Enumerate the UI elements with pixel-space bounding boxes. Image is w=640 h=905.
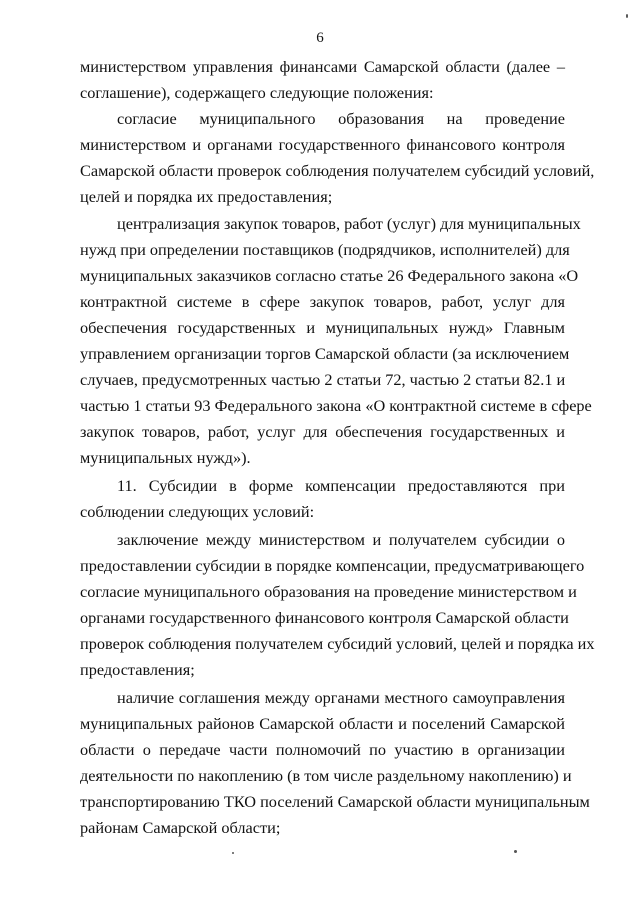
- text-line: обеспечения государственных и муниципальных нужд» Главным: [80, 318, 565, 337]
- text-line: проверок соблюдения получателем субсидий условий, целей и порядка их: [80, 634, 595, 653]
- text-line: органами государственного финансового контроля Самарской области: [80, 608, 569, 627]
- text-line: соблюдении следующих условий:: [80, 502, 315, 521]
- text-line: случаев, предусмотренных частью 2 статьи 72, частью 2 статьи 82.1 и: [80, 370, 566, 389]
- text-line: заключение между министерством и получателем субсидии о: [117, 530, 565, 549]
- text-line: наличие соглашения между органами местного самоуправления: [117, 688, 565, 707]
- text-line: закупок товаров, работ, услуг для обеспечения государственных и: [80, 422, 565, 441]
- scan-speck: [232, 852, 234, 854]
- text-line: муниципальных заказчиков согласно статье 26 Федерального закона «О: [80, 266, 579, 285]
- scan-speck: [514, 850, 517, 853]
- text-line: министерством и органами государственного финансового контроля: [80, 135, 565, 154]
- text-line: централизация закупок товаров, работ (услуг) для муниципальных: [117, 214, 581, 233]
- text-line: 11. Субсидии в форме компенсации предоставляются при: [117, 476, 565, 495]
- text-line: области о передаче части полномочий по участию в организации: [80, 740, 565, 759]
- text-line: предоставлении субсидии в порядке компенсации, предусматривающего: [80, 556, 585, 575]
- scan-speck: [626, 14, 628, 18]
- text-line: целей и порядка их предоставления;: [80, 187, 333, 206]
- text-line: управлением организации торгов Самарской области (за исключением: [80, 344, 570, 363]
- text-line: согласие муниципального образования на проведение министерством и: [80, 582, 577, 601]
- text-line: районам Самарской области;: [80, 818, 281, 837]
- text-line: нужд при определении поставщиков (подрядчиков, исполнителей) для: [80, 240, 570, 259]
- page-number: 6: [316, 30, 324, 46]
- text-line: транспортированию ТКО поселений Самарской области муниципальным: [80, 792, 590, 811]
- text-line: предоставления;: [80, 660, 195, 679]
- text-line: частью 1 статьи 93 Федерального закона «О контрактной системе в сфере: [80, 396, 592, 415]
- text-line: Самарской области проверок соблюдения получателем субсидий условий,: [80, 161, 595, 180]
- text-line: деятельности по накоплению (в том числе раздельному накоплению) и: [80, 766, 572, 785]
- text-line: министерством управления финансами Самарской области (далее –: [80, 57, 565, 76]
- text-line: муниципальных нужд»).: [80, 448, 251, 467]
- text-line: муниципальных районов Самарской области и поселений Самарской: [80, 714, 565, 733]
- text-line: соглашение), содержащего следующие положения:: [80, 83, 434, 102]
- text-line: контрактной системе в сфере закупок товаров, работ, услуг для: [80, 292, 565, 311]
- text-line: согласие муниципального образования на проведение: [117, 109, 565, 128]
